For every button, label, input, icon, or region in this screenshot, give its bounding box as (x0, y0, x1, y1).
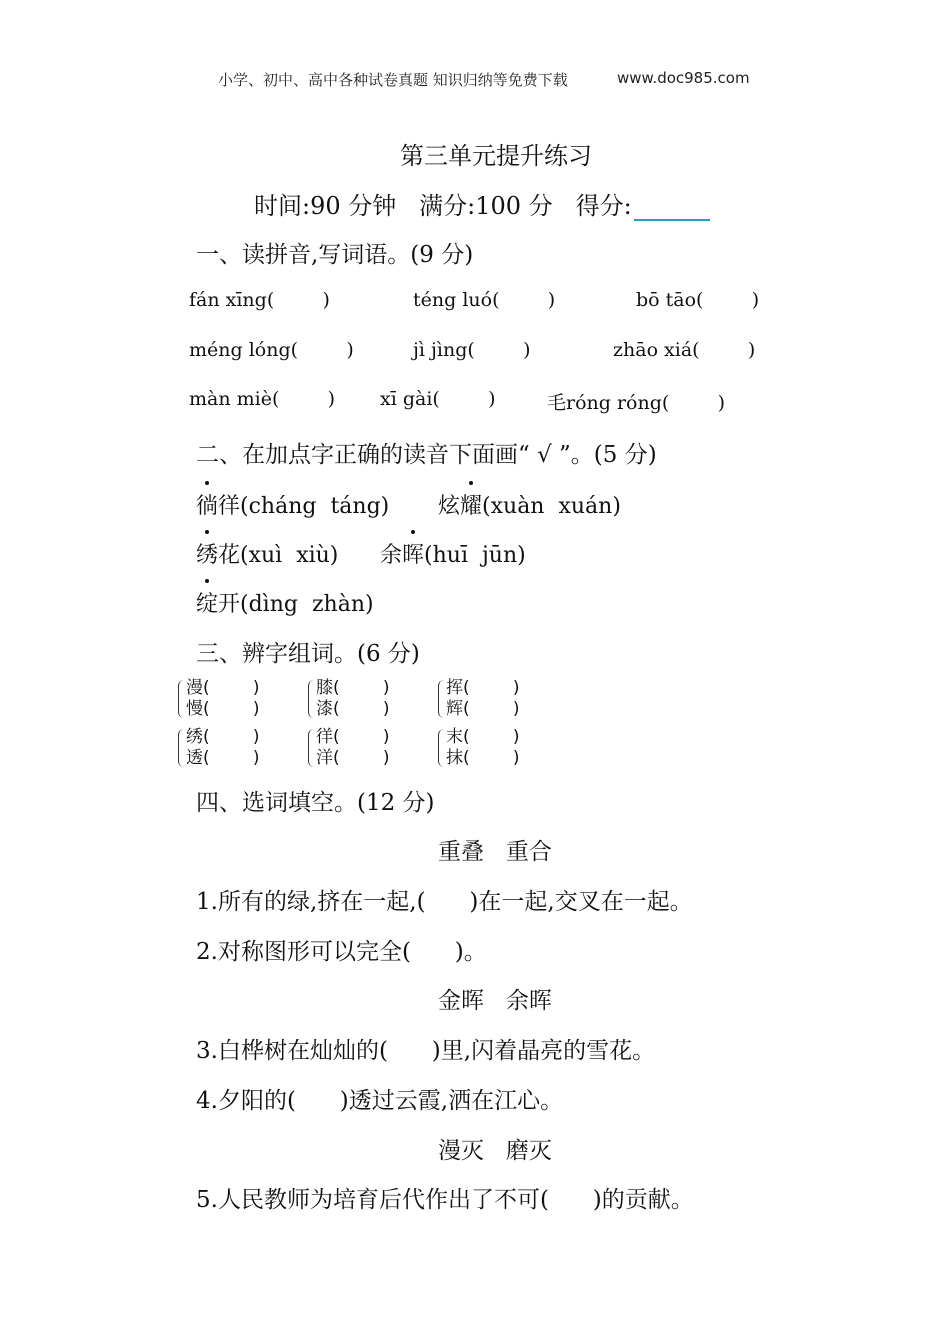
word-options: 重叠 重合 (438, 839, 552, 865)
reading-item-5 (196, 587, 374, 618)
full-score-label: 满分:100 分 (419, 192, 553, 220)
pair-row[interactable]: 徉( ) (316, 727, 390, 747)
site-header-text: 小学、初中、高中各种试卷真题 知识归纳等免费下载 (218, 71, 568, 89)
pinyin-item: bō tāo( ) (636, 289, 760, 311)
section-4-heading: 四、选词填空。(12 分) (196, 790, 435, 816)
reading-options[interactable]: 开(dìng zhàn) (218, 592, 374, 617)
fill-question[interactable]: 5.人民教师为培育后代作出了不可( )的贡献。 (196, 1187, 694, 1213)
pair-row[interactable]: 慢( ) (186, 699, 260, 719)
brace-icon (308, 680, 315, 718)
dotted-char: 徜 (196, 489, 218, 520)
char-pair (186, 678, 260, 720)
fill-question[interactable]: 2.对称图形可以完全( )。 (196, 939, 487, 965)
pair-row[interactable]: 透( ) (186, 748, 260, 768)
char-pair (446, 727, 520, 769)
pair-row[interactable]: 漆( ) (316, 699, 390, 719)
plain-char: 炫 (438, 494, 461, 519)
pinyin-item: jì jìng( ) (413, 339, 531, 361)
reading-item-3 (196, 538, 338, 569)
word-options: 漫灭 磨灭 (438, 1138, 552, 1164)
reading-options[interactable]: (huī jūn) (424, 543, 526, 568)
reading-item-4 (380, 538, 526, 569)
char-pair (186, 727, 260, 769)
site-url[interactable]: www.doc985.com (617, 69, 750, 87)
pinyin-item: 毛róng róng( ) (547, 392, 726, 414)
dotted-char: 耀 (460, 489, 482, 520)
page-title: 第三单元提升练习 (400, 142, 592, 170)
char-pair (316, 727, 390, 769)
exam-meta (254, 186, 710, 221)
brace-icon (178, 729, 185, 767)
reading-options[interactable]: 花(xuì xiù) (218, 543, 339, 568)
reading-item-2 (438, 489, 621, 520)
section-1-heading: 一、读拼音,写词语。(9 分) (196, 242, 474, 268)
word-options: 金晖 余晖 (438, 988, 552, 1014)
brace-icon (178, 680, 185, 718)
pinyin-item: fán xīng( ) (189, 289, 330, 311)
reading-options[interactable]: 徉(cháng táng) (218, 494, 390, 519)
pinyin-item: màn miè( ) (189, 388, 336, 410)
section-3-heading: 三、辨字组词。(6 分) (196, 641, 420, 667)
pair-row[interactable]: 洋( ) (316, 748, 390, 768)
brace-icon (438, 729, 445, 767)
pair-row[interactable]: 绣( ) (186, 727, 260, 747)
pinyin-item: téng luó( ) (413, 289, 556, 311)
time-label: 时间:90 分钟 (254, 192, 397, 220)
fill-question[interactable]: 1.所有的绿,挤在一起,( )在一起,交叉在一起。 (196, 889, 693, 915)
dotted-char: 晖 (402, 538, 424, 569)
dotted-char: 绣 (196, 538, 218, 569)
pair-row[interactable]: 辉( ) (446, 699, 520, 719)
fill-question[interactable]: 4.夕阳的( )透过云霞,洒在江心。 (196, 1088, 564, 1114)
pair-row[interactable]: 漫( ) (186, 678, 260, 698)
reading-item-1 (196, 489, 389, 520)
score-blank[interactable] (634, 218, 710, 221)
plain-char: 余 (380, 543, 403, 568)
pair-row[interactable]: 挥( ) (446, 678, 520, 698)
pair-row[interactable]: 末( ) (446, 727, 520, 747)
fill-question[interactable]: 3.白桦树在灿灿的( )里,闪着晶亮的雪花。 (196, 1038, 656, 1064)
brace-icon (308, 729, 315, 767)
brace-icon (438, 680, 445, 718)
char-pair (316, 678, 390, 720)
pair-row[interactable]: 膝( ) (316, 678, 390, 698)
dotted-char: 绽 (196, 587, 218, 618)
pinyin-item: xī gài( ) (380, 388, 496, 410)
reading-options[interactable]: (xuàn xuán) (482, 494, 621, 519)
char-pair (446, 678, 520, 720)
pair-row[interactable]: 抹( ) (446, 748, 520, 768)
section-2-heading: 二、在加点字正确的读音下面画“ √ ”。(5 分) (196, 442, 657, 468)
pinyin-item: zhāo xiá( ) (613, 339, 756, 361)
pinyin-item: méng lóng( ) (189, 339, 354, 361)
score-label: 得分: (575, 192, 632, 220)
